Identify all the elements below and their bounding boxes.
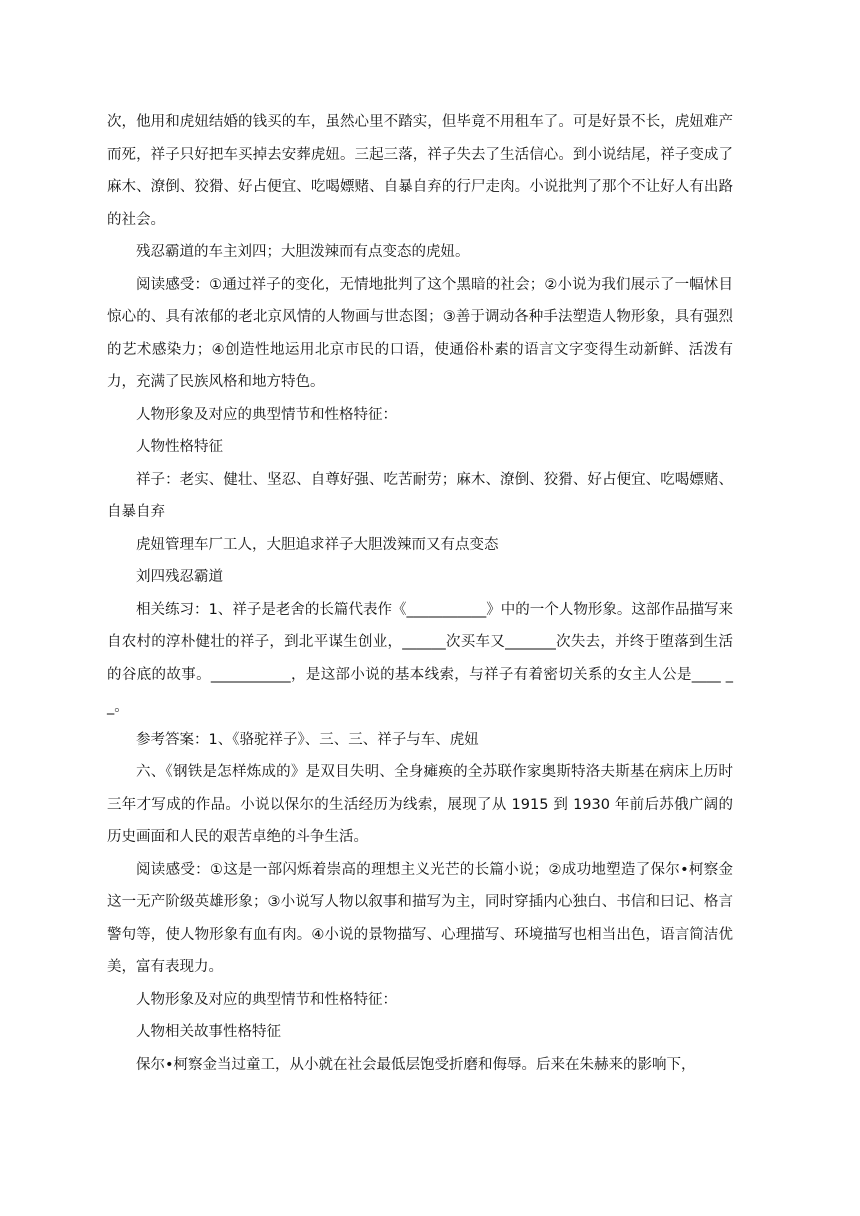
section-heading: 人物形象及对应的典型情节和性格特征： [136,991,397,1008]
table-header-line: 人物相关故事性格特征 [136,1024,281,1040]
character-row: 祥子：老实、健壮、坚忍、自尊好强、吃苦耐劳；麻木、潦倒、狡猾、好占便宜、吃喝嫖赌、自暴自弃 [107,471,733,520]
paragraph: 次，他用和虎妞结婚的钱买的车，虽然心里不踏实，但毕竟不用租车了。可是好景不长，虎妞难产而死，祥子只好把车买掉去安葬虎妞。三起三落，祥子失去了生活信心。到小说结尾，祥子变成了麻木、潦倒、狡猾、好占便宜、吃喝嫖赌、自暴自弃的行尸走肉。小说批判了那个不让好人有出路的社会。 [107,114,733,228]
document-body [107,106,733,1081]
paragraph: 阅读感受：①通过祥子的变化，无情地批判了这个黑暗的社会；②小说为我们展示了一幅怵目惊心的、具有浓郁的老北京风情的人物画与世态图；③善于调动各种手法塑造人物形象，具有强烈的艺术感染力；④创造性地运用北京市民的口语，使通俗朴素的语言文字变得生动新鲜、活泼有力，充满了民族风格和地方特色。 [107,276,733,390]
table-header-line: 人物性格特征 [136,439,223,455]
answer-paragraph: 参考答案：1、《骆驼祥子》、三、三、祥子与车、虎妞 [136,731,479,748]
character-row: 刘四残忍霸道 [136,569,223,585]
character-row: 保尔•柯察金当过童工，从小就在社会最低层饱受折磨和侮辱。后来在朱赫来的影响下， [136,1056,696,1073]
character-row: 虎妞管理车厂工人，大胆追求祥子大胆泼辣而又有点变态 [136,536,499,553]
exercise-paragraph: 相关练习：1、祥子是老舍的长篇代表作《___________》中的一个人物形象。这部作品描写来自农村的淳朴健壮的祥子，到北平谋生创业，______次买车又_______次失去，并终于堕落到生活的谷底的故事。___________，是这部小说的基本线索，与祥子有着密切关系的女主人公是____ __。 [107,601,733,715]
paragraph: 残忍霸道的车主刘四；大胆泼辣而有点变态的虎妞。 [136,244,470,260]
paragraph: 六、《钢铁是怎样炼成的》是双目失明、全身瘫痪的全苏联作家奥斯特洛夫斯基在病床上历时三年才写成的作品。小说以保尔的生活经历为线索，展现了从 1915 到 1930 年前后苏俄广阔的历史画面和人民的艰苦卓绝的斗争生活。 [107,764,733,845]
paragraph: 阅读感受：①这是一部闪烁着崇高的理想主义光芒的长篇小说；②成功地塑造了保尔•柯察金这一无产阶级英雄形象；③小说写人物以叙事和描写为主，同时穿插内心独白、书信和曰记、格言警句等，使人物形象有血有肉。④小说的景物描写、心理描写、环境描写也相当出色，语言简洁优美，富有表现力。 [107,861,733,975]
section-heading: 人物形象及对应的典型情节和性格特征： [136,406,397,423]
